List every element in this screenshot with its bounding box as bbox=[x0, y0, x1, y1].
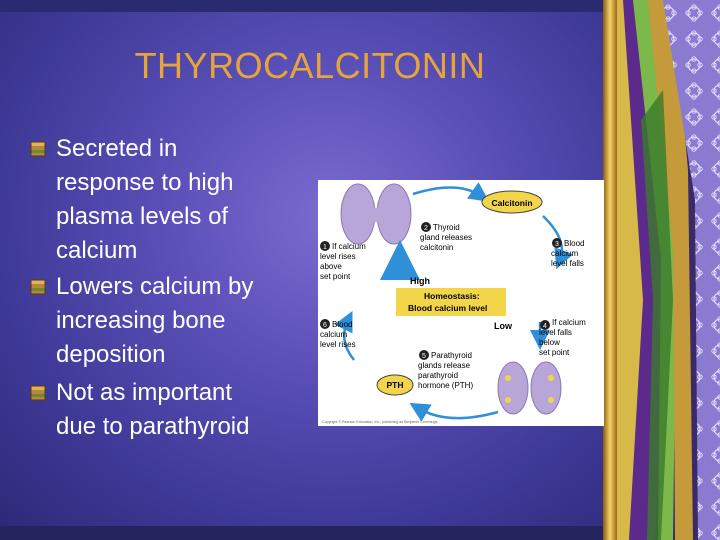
step-1-line: set point bbox=[320, 272, 351, 281]
bullet-3-line: due to parathyroid bbox=[56, 413, 250, 440]
calcium-homeostasis-figure bbox=[318, 180, 604, 426]
calcitonin-label: Calcitonin bbox=[491, 198, 533, 208]
bullet-3 bbox=[56, 376, 316, 444]
step-3-number: 3 bbox=[555, 241, 559, 248]
step-5-number: 5 bbox=[422, 353, 426, 360]
homeostasis-sub-label: Blood calcium level bbox=[408, 303, 488, 313]
loop-arrow-bottom bbox=[418, 408, 498, 418]
step-4-line: below bbox=[539, 338, 560, 347]
bullet-icon bbox=[30, 279, 46, 295]
low-label: Low bbox=[494, 321, 512, 331]
step-2-number: 2 bbox=[424, 225, 428, 232]
bullet-2-line: Lowers calcium by bbox=[56, 273, 254, 300]
step-1-line: above bbox=[320, 262, 342, 271]
step-2-line: calcitonin bbox=[420, 243, 454, 252]
decorative-side-panel bbox=[603, 0, 720, 540]
step-6-line: level rises bbox=[320, 340, 356, 349]
bottom-border bbox=[0, 526, 620, 540]
step-1-line: If calcium bbox=[332, 242, 366, 251]
step-5-line: parathyroid bbox=[418, 371, 459, 380]
bullet-2 bbox=[56, 270, 316, 372]
bullet-1-line: calcium bbox=[56, 237, 138, 264]
bullet-1 bbox=[56, 132, 316, 268]
step-5-line: Parathyroid bbox=[431, 351, 472, 360]
step-3-line: calcium bbox=[551, 249, 579, 258]
step-3-line: level falls bbox=[551, 259, 584, 268]
bullet-icon bbox=[30, 141, 46, 157]
homeostasis-label: Homeostasis: bbox=[424, 291, 480, 301]
step-5-line: hormone (PTH) bbox=[418, 381, 474, 390]
step-4-line: set point bbox=[539, 348, 570, 357]
step-2-line: gland releases bbox=[420, 233, 473, 242]
step-3-line: Blood bbox=[564, 239, 585, 248]
loop-arrow-top bbox=[413, 187, 481, 196]
bullet-1-line: Secreted in bbox=[56, 135, 178, 162]
step-2-line: Thyroid bbox=[433, 223, 460, 232]
bullet-2-line: increasing bone bbox=[56, 307, 226, 334]
step-6-line: Blood bbox=[332, 320, 353, 329]
step-6-line: calcium bbox=[320, 330, 348, 339]
slide-title: THYROCALCITONIN bbox=[134, 45, 486, 86]
step-4-number: 4 bbox=[543, 323, 547, 330]
step-4-line: level falls bbox=[539, 328, 572, 337]
copyright-text: Copyright © Pearson Education, Inc., publishing as Benjamin Cummings. bbox=[322, 420, 439, 424]
bullet-3-line: Not as important bbox=[56, 379, 233, 406]
high-label: High bbox=[410, 276, 430, 286]
step-4-line: If calcium bbox=[552, 318, 586, 327]
bullet-2-line: deposition bbox=[56, 341, 166, 368]
bullet-1-line: response to high bbox=[56, 169, 234, 196]
step-5-line: glands release bbox=[418, 361, 471, 370]
step-6-number: 6 bbox=[323, 322, 327, 329]
bullet-icon bbox=[30, 385, 46, 401]
step-1-line: level rises bbox=[320, 252, 356, 261]
thyroid-gland-icon bbox=[341, 184, 411, 244]
step-1-number: 1 bbox=[323, 244, 327, 251]
top-border bbox=[0, 0, 610, 12]
bullet-1-line: plasma levels of bbox=[56, 203, 229, 230]
pth-label: PTH bbox=[386, 380, 404, 390]
parathyroid-gland-icon bbox=[498, 362, 561, 414]
